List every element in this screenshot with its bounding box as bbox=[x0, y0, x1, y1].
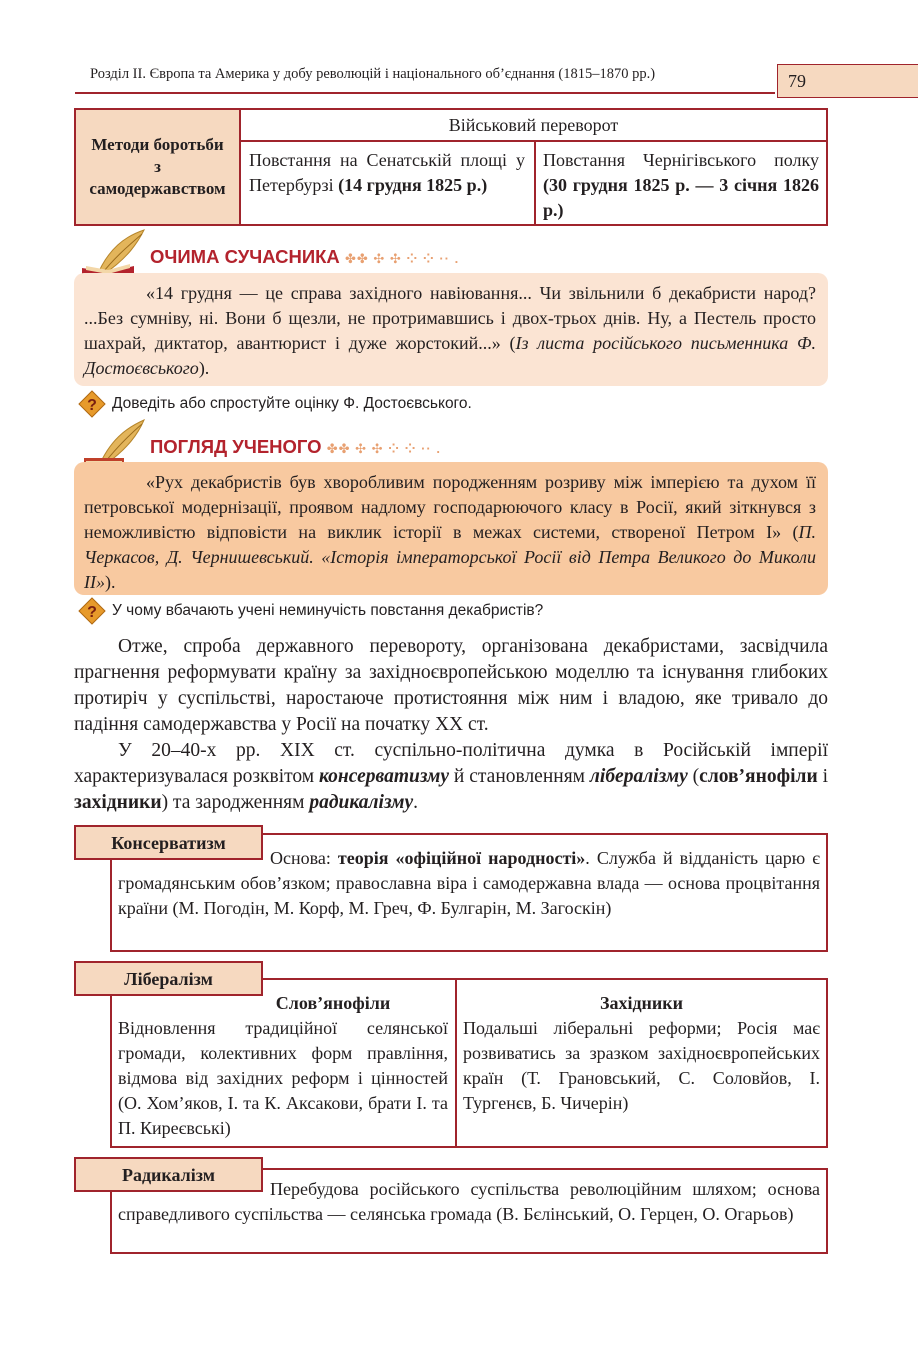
running-title: Розділ ІІ. Європа та Америка у добу революцій і національного об’єднання (1815–1870 рр.) bbox=[90, 66, 656, 82]
westerners-column bbox=[463, 991, 820, 1116]
ornament-icon: ✤✤ ✣ ✣ ⁘ ⁘ ·· . bbox=[326, 441, 441, 456]
contemporary-heading-text: ОЧИМА СУЧАСНИКА bbox=[150, 246, 340, 267]
question-diamond-icon bbox=[78, 597, 106, 625]
scholar-quote: «Рух декабристів був хворобливим породженням розриву між імперією та духом її петровської модернізації, проявом надлому господарюючого класу в Росії, який зіткнувся з неможливістю відповісти на виклик історії в межах системи, створеної Петром І» ( bbox=[84, 472, 816, 542]
paragraph-2 bbox=[74, 738, 828, 816]
methods-label-text: Методи боротьби з самодержавством bbox=[89, 135, 226, 198]
conservatism-label: Консерватизм bbox=[74, 825, 263, 860]
question-1 bbox=[78, 390, 472, 418]
term-westerners: західники bbox=[74, 792, 162, 813]
chernihiv-text: Повстання Чернігівського полку bbox=[543, 150, 819, 170]
chernihiv-uprising bbox=[543, 148, 819, 223]
p2-c: ( bbox=[687, 766, 700, 787]
liberalism-label: Лібералізм bbox=[74, 961, 263, 996]
scholar-quote-box bbox=[74, 462, 828, 595]
dostoevsky-quote: «14 грудня — це справа західного навіювання... Чи звільнили б декабристи народ? ...Без сумніву, ні. Вони б щезли, не протримавшись і двох-трьох днів. Ну, а Пестель просто шахрай, диктатор, авантюрист і дуже жорстокий...» ( bbox=[84, 283, 816, 353]
conservatism-text bbox=[118, 846, 820, 921]
table-divider bbox=[534, 142, 536, 224]
methods-label bbox=[76, 110, 241, 224]
senate-square-text: Повстання на Сенатській площі у Петербурзі bbox=[249, 150, 525, 195]
westerners-text: Подальші ліберальні реформи; Росія має розвиватись за зразком західноєвропейських країн (Т. Грановський, С. Соловйов, І. Тургенєв, Б. Чичерін) bbox=[463, 1018, 820, 1113]
slavophiles-text: Відновлення традиційної селянської громади, колективних форм правління, відмова від західних реформ і цінностей (О. Хом’яков, І. та К. Аксакови, брати І. та П. Киреєвські) bbox=[118, 1018, 448, 1138]
svg-text:?: ? bbox=[87, 604, 97, 621]
p2-a: У 20–40-х рр. ХІХ ст. суспільно-політична думка в Російській імперії характеризувалася розквітом bbox=[74, 740, 828, 787]
quote-tail: ). bbox=[198, 358, 210, 378]
senate-square-date: (14 грудня 1825 р.) bbox=[338, 175, 488, 195]
term-conservatism: консерватизму bbox=[319, 766, 450, 787]
question-1-text: Доведіть або спростуйте оцінку Ф. Достоєвського. bbox=[112, 395, 472, 413]
contemporary-quote-box bbox=[74, 273, 828, 386]
official-nationality: теорія «офіційної народності» bbox=[337, 848, 586, 868]
p2-f: . bbox=[413, 792, 418, 813]
question-2 bbox=[78, 597, 543, 625]
svg-text:?: ? bbox=[87, 397, 97, 414]
scholar-heading-text: ПОГЛЯД УЧЕНОГО bbox=[150, 436, 322, 457]
p2-e: ) та зародженням bbox=[161, 792, 310, 813]
page-number-tab bbox=[777, 64, 918, 98]
radicalism-label: Радикалізм bbox=[74, 1157, 263, 1192]
chernihiv-date: (30 грудня 1825 р. — 3 січня 1826 р.) bbox=[543, 175, 819, 220]
dostoevsky-source: Із листа російського письменника Ф. Достоєвського bbox=[84, 333, 816, 378]
question-diamond-icon bbox=[78, 390, 106, 418]
body-paragraph-1 bbox=[74, 634, 828, 816]
question-2-text: У чому вбачають учені неминучість повстання декабристів? bbox=[112, 602, 544, 620]
slavophiles-column bbox=[118, 991, 448, 1141]
page-number: 79 bbox=[788, 71, 806, 91]
ornament-icon: ✤✤ ✣ ✣ ⁘ ⁘ ·· . bbox=[344, 251, 460, 266]
section-heading-scholar bbox=[150, 436, 441, 458]
conservatism-text-b: . Служба й відданість царю є громадянським обов’язком; православна віра і самодержавна влада — основа процвітання країни (М. Погодін, М. Корф, М. Греч, Ф. Булгарін, М. Загоскін) bbox=[118, 848, 820, 918]
p2-b: й становленням bbox=[449, 766, 590, 787]
section-heading-contemporary bbox=[150, 246, 459, 268]
term-radicalism: радикалізму bbox=[309, 792, 414, 813]
term-liberalism: лібералізму bbox=[589, 766, 688, 787]
radicalism-text: Перебудова російського суспільства революційним шляхом; основа справедливого суспільства — селянська громада (В. Бєлінський, О. Герцен, О. Огарьов) bbox=[118, 1179, 820, 1224]
conservatism-text-a: Основа: bbox=[270, 848, 338, 868]
scholar-source: П. Черкасов, Д. Чернишевський. «Історія імператорської Росії від Петра Великого до Миколи ІІ» bbox=[84, 522, 816, 592]
quote-tail: ). bbox=[105, 572, 116, 592]
westerners-heading: Західники bbox=[599, 993, 684, 1013]
paragraph-1-text: Отже, спроба державного перевороту, організована декабристами, засвідчила прагнення реформувати країну за західноєвропейською моделлю та існування глибоких протиріч у суспільстві, наростаюче протистояння між ним і владою, яке тривало до падіння самодержавства у Росії на початку ХХ ст. bbox=[74, 636, 828, 735]
header-rule bbox=[75, 92, 775, 94]
term-slavophiles: слов’янофіли bbox=[699, 766, 818, 787]
liberalism-divider bbox=[455, 978, 457, 1148]
slavophiles-heading: Слов’янофіли bbox=[275, 993, 391, 1013]
coup-heading: Військовий переворот bbox=[241, 110, 826, 142]
p2-d: і bbox=[817, 766, 828, 787]
senate-square-uprising bbox=[249, 148, 525, 198]
